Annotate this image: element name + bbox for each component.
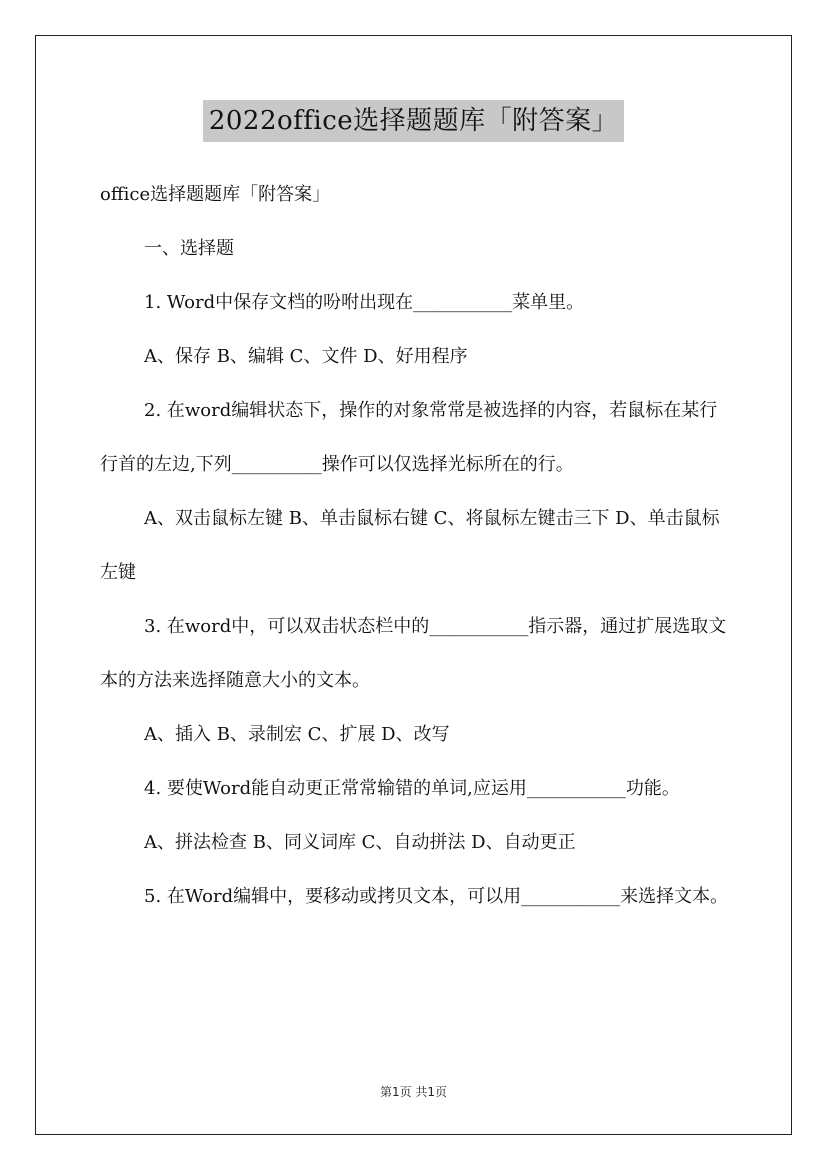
question-3: 3. 在word中，可以双击状态栏中的___________指示器，通过扩展选取文本的方法来选择随意大小的文本。 <box>100 616 727 691</box>
title-container <box>0 100 827 142</box>
question-5: 5. 在Word编辑中，要移动或拷贝文本，可以用___________来选择文本。 <box>144 886 729 907</box>
page-footer: 第1页 共1页 <box>379 1085 448 1099</box>
question-2: 2. 在word编辑状态下，操作的对象常常是被选择的内容，若鼠标在某行行首的左边,下列__________操作可以仅选择光标所在的行。 <box>100 400 718 475</box>
question-4-options: A、拼法检查 B、同义词库 C、自动拼法 D、自动更正 <box>144 832 576 853</box>
section-heading: 一、选择题 <box>144 238 234 259</box>
document-body <box>100 168 730 924</box>
question-1: 1. Word中保存文档的吩咐出现在___________菜单里。 <box>144 292 585 313</box>
question-2-options: A、双击鼠标左键 B、单击鼠标右键 C、将鼠标左键击三下 D、单击鼠标左键 <box>100 508 720 583</box>
question-1-options: A、保存 B、编辑 C、文件 D、好用程序 <box>144 346 468 367</box>
question-3-options: A、插入 B、录制宏 C、扩展 D、改写 <box>144 724 450 745</box>
document-subtitle: office选择题题库「附答案」 <box>100 184 331 205</box>
question-4: 4. 要使Word能自动更正常常输错的单词,应运用___________功能。 <box>144 778 680 799</box>
document-title: 2022office选择题题库「附答案」 <box>203 100 624 142</box>
